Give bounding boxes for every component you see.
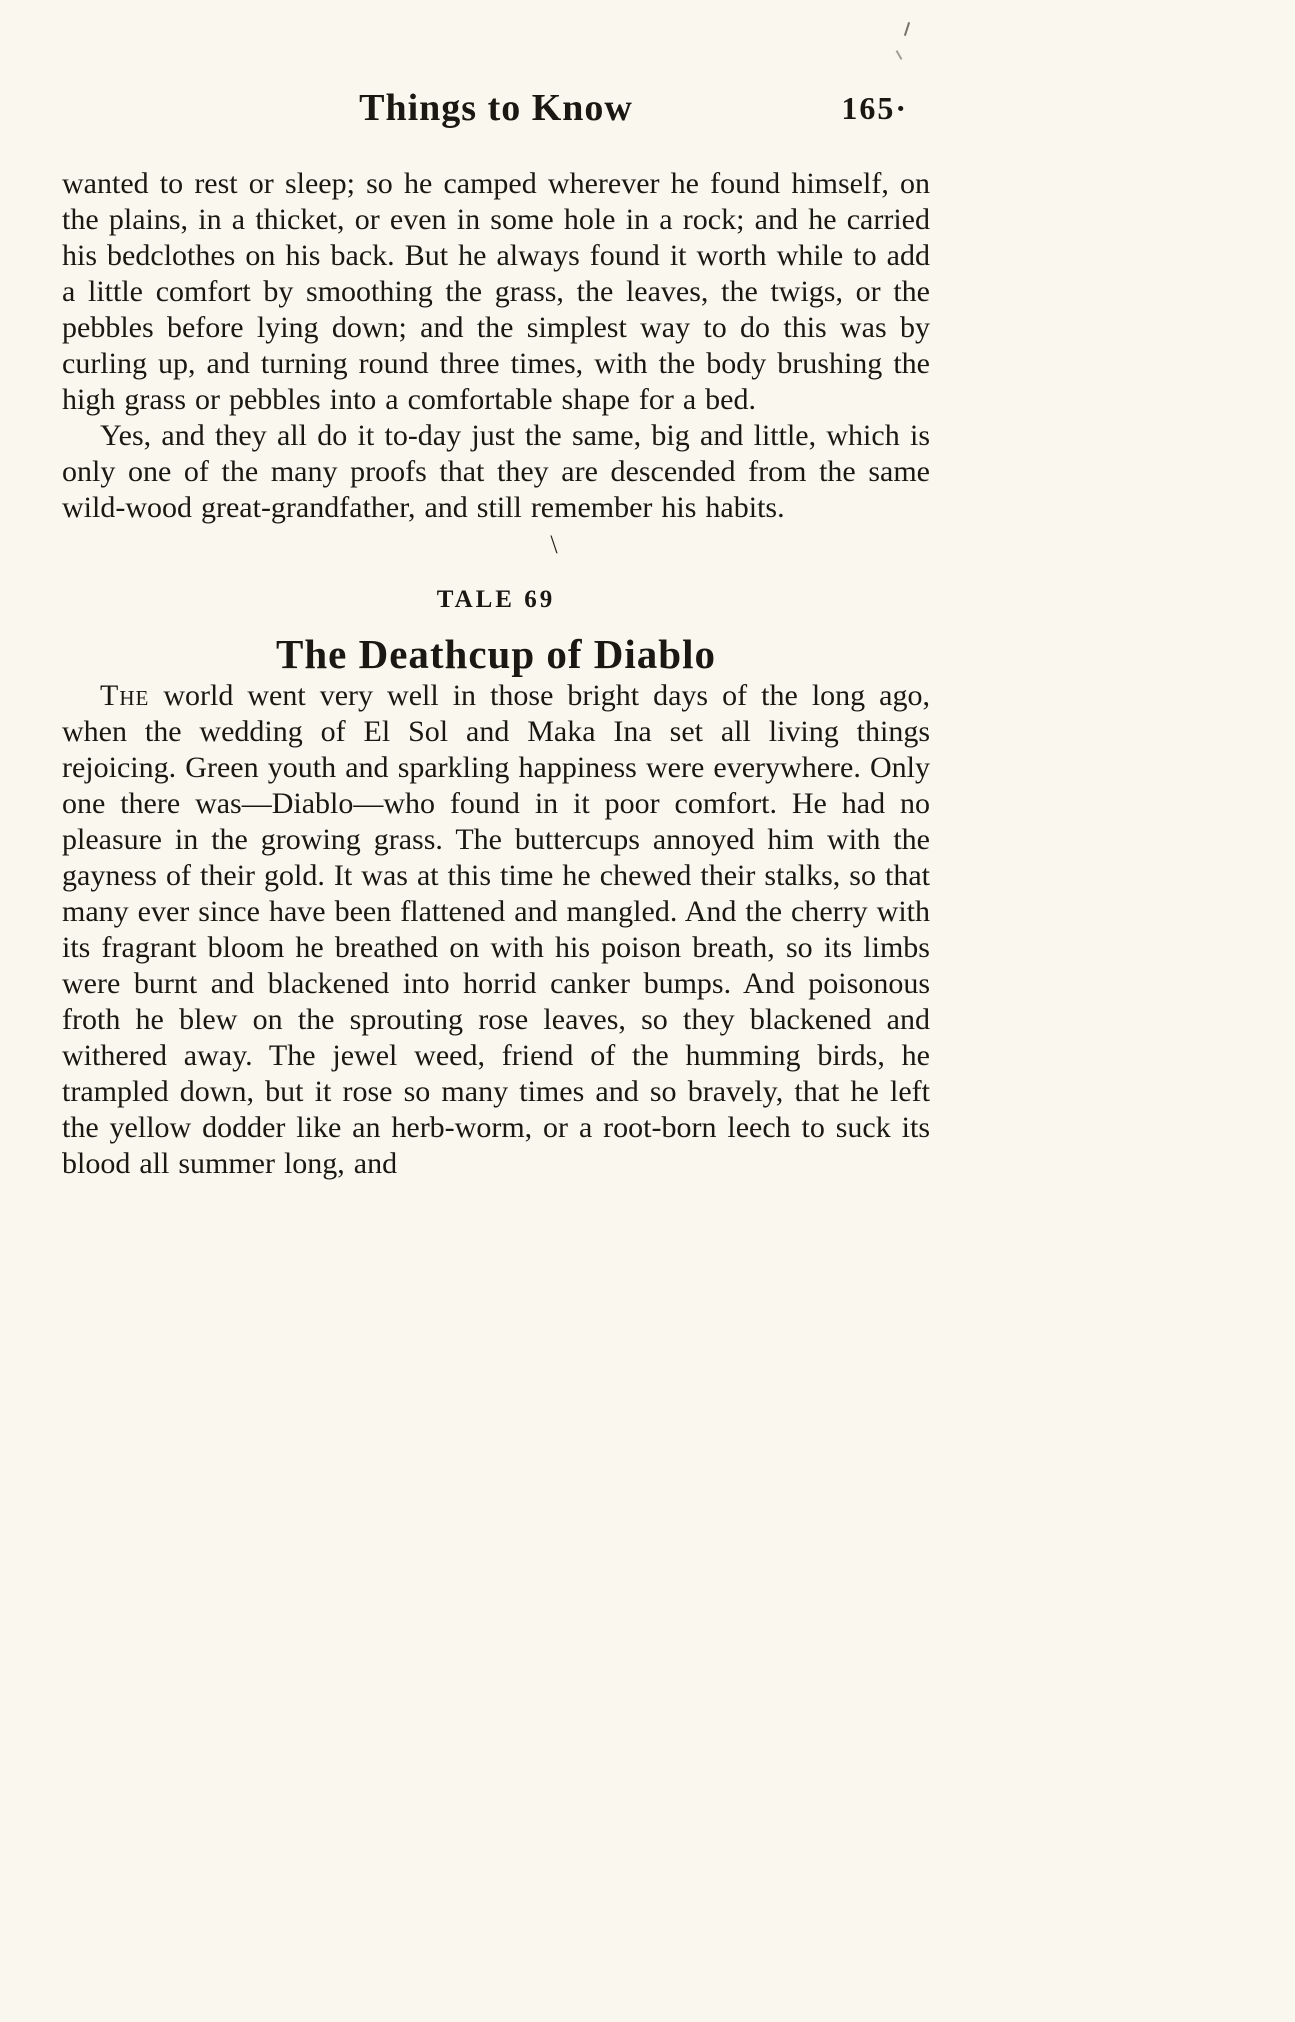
page-number: 165· xyxy=(841,90,908,126)
lead-word: The xyxy=(100,679,150,712)
running-title: Things to Know xyxy=(359,87,633,129)
scan-artifact xyxy=(904,22,910,36)
tale-number-label: TALE 69 xyxy=(436,586,556,613)
stray-mark: \ xyxy=(550,530,558,559)
paragraph: Yes, and they all do it to-day just the same, big and little, which is only one of the many proofs that they are descended from the same wild-wood great-grandfather, and still remember his habits. xyxy=(62,419,930,524)
tale-title: The Deathcup of Diablo xyxy=(275,631,716,677)
scan-artifact xyxy=(896,50,903,60)
story-text: world went very well in those bright days of the long ago, when the wedding of El Sol and Maka Ina set all living things rejoicing. Green youth and sparkling happiness were everywhere. Only one there was—Diablo—who found in it poor comfort. He had no pleasure in the growing grass. The buttercups annoyed him with the gayness of their gold. It was at this time he chewed their stalks, so that many ever since have been flattened and mangled. And the cherry with its fragrant bloom he breathed on with his poison breath, so its limbs were burnt and blackened into horrid canker bumps. And poisonous froth he blew on the sprouting rose leaves, so they blackened and withered away. The jewel weed, friend of the humming birds, he trampled down, but it rose so many times and so bravely, that he left the yellow dodder like an herb-worm, or a root-born leech to suck its blood all summer long, and xyxy=(62,679,930,1180)
story-paragraph xyxy=(62,678,930,1182)
stray-mark-row xyxy=(62,530,930,572)
text-block xyxy=(62,86,930,1182)
page-header xyxy=(62,86,930,140)
paragraph-continuation: wanted to rest or sleep; so he camped wherever he found himself, on the plains, in a thicket, or even in some hole in a rock; and he carried his bedclothes on his back. But he always found it worth while to add a little comfort by smoothing the grass, the leaves, the twigs, or the pebbles before lying down; and the simplest way to do this was by curling up, and turning round three times, with the body brushing the high grass or pebbles into a comfortable shape for a bed. xyxy=(62,167,930,416)
